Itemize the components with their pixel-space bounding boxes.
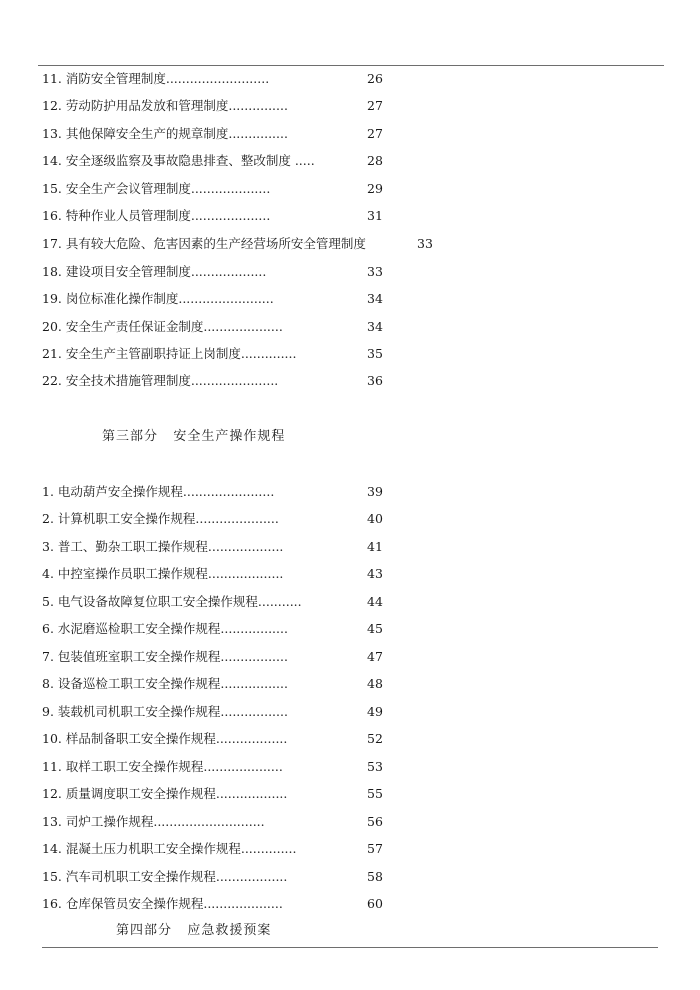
toc-entry[interactable]: [42, 784, 383, 804]
toc-entry-page: 33: [367, 264, 383, 279]
toc-entry[interactable]: [42, 482, 383, 502]
toc-entry[interactable]: [42, 674, 383, 694]
toc-entry[interactable]: [42, 262, 383, 282]
toc-entry[interactable]: [42, 69, 383, 89]
toc-entry[interactable]: [42, 757, 383, 777]
toc-entry-page: 34: [367, 319, 383, 334]
toc-entry[interactable]: [42, 151, 383, 171]
toc-entry-page: 29: [367, 181, 383, 196]
toc-entry-title: 5. 电气设备故障复位职工安全操作规程...........: [42, 594, 302, 609]
toc-entry[interactable]: [42, 729, 383, 749]
toc-entry-title: 17. 具有较大危险、危害因素的生产经营场所安全管理制度: [42, 236, 366, 251]
toc-entry-title: 12. 劳动防护用品发放和管理制度...............: [42, 98, 288, 113]
toc-entry[interactable]: [42, 592, 383, 612]
toc-entry-page: 31: [367, 208, 383, 223]
toc-entry-page: 28: [367, 153, 383, 168]
toc-entry-title: 14. 安全逐级监察及事故隐患排查、整改制度 .....: [42, 153, 315, 168]
toc-entry-page: 40: [367, 511, 383, 526]
toc-entry[interactable]: [42, 564, 383, 584]
toc-entry-title: 15. 安全生产会议管理制度....................: [42, 181, 271, 196]
toc-entry-page: 55: [367, 786, 383, 801]
toc-entry[interactable]: [42, 206, 383, 226]
toc-entry-title: 2. 计算机职工安全操作规程.....................: [42, 511, 279, 526]
toc-entry-title: 1. 电动葫芦安全操作规程.......................: [42, 484, 275, 499]
toc-entry[interactable]: [42, 344, 383, 364]
toc-entry-title: 16. 仓库保管员安全操作规程....................: [42, 896, 283, 911]
toc-entry[interactable]: [42, 702, 383, 722]
toc-entry-page: 27: [367, 98, 383, 113]
toc-entry-title: 3. 普工、勤杂工职工操作规程...................: [42, 539, 284, 554]
toc-entry[interactable]: [42, 839, 383, 859]
toc-entry-page: 26: [367, 71, 383, 86]
toc-entry-page: 58: [367, 869, 383, 884]
toc-entry-page: 49: [367, 704, 383, 719]
toc-entry-page: 57: [367, 841, 383, 856]
toc-entry[interactable]: [42, 537, 383, 557]
toc-entry-title: 12. 质量调度职工安全操作规程..................: [42, 786, 288, 801]
toc-entry-title: 15. 汽车司机职工安全操作规程..................: [42, 869, 288, 884]
toc-entry-page: 56: [367, 814, 383, 829]
toc-entry[interactable]: [42, 894, 383, 914]
toc-entry-page: 33: [417, 236, 433, 251]
toc-entry[interactable]: [42, 647, 383, 667]
toc-entry-title: 13. 其他保障安全生产的规章制度...............: [42, 126, 288, 141]
toc-entry-page: 36: [367, 373, 383, 388]
toc-entry-title: 20. 安全生产责任保证金制度....................: [42, 319, 283, 334]
toc-entry-page: 34: [367, 291, 383, 306]
toc-entry-page: 48: [367, 676, 383, 691]
toc-entry-title: 16. 特种作业人员管理制度....................: [42, 208, 271, 223]
toc-entry-title: 6. 水泥磨巡检职工安全操作规程.................: [42, 621, 288, 636]
toc-entry-page: 47: [367, 649, 383, 664]
toc-entry-title: 11. 取样工职工安全操作规程....................: [42, 759, 283, 774]
toc-entry[interactable]: [42, 867, 383, 887]
toc-entry[interactable]: [42, 317, 383, 337]
toc-entry-page: 60: [367, 896, 383, 911]
toc-entry-title: 9. 装载机司机职工安全操作规程.................: [42, 704, 288, 719]
toc-entry-page: 27: [367, 126, 383, 141]
toc-entry-title: 7. 包装值班室职工安全操作规程.................: [42, 649, 288, 664]
toc-entry[interactable]: [42, 179, 383, 199]
toc-entry-title: 10. 样品制备职工安全操作规程..................: [42, 731, 288, 746]
toc-entry-page: 45: [367, 621, 383, 636]
toc-entry-page: 52: [367, 731, 383, 746]
toc-entry-title: 18. 建设项目安全管理制度...................: [42, 264, 267, 279]
toc-entry-page: 35: [367, 346, 383, 361]
toc-entry[interactable]: [42, 289, 383, 309]
toc-entry-page: 44: [367, 594, 383, 609]
toc-entry[interactable]: [42, 371, 383, 391]
bottom-rule: [42, 947, 658, 948]
toc-entry-page: 53: [367, 759, 383, 774]
top-rule: [38, 65, 664, 66]
toc-entry-page: 39: [367, 484, 383, 499]
toc-entry-page: 41: [367, 539, 383, 554]
toc-entry-title: 19. 岗位标准化操作制度........................: [42, 291, 274, 306]
toc-entry[interactable]: [42, 96, 383, 116]
toc-entry-title: 21. 安全生产主管副职持证上岗制度..............: [42, 346, 297, 361]
toc-entry-title: 13. 司炉工操作规程............................: [42, 814, 265, 829]
part4-heading: 第四部分 应急救援预案: [116, 923, 272, 938]
toc-entry-title: 14. 混凝土压力机职工安全操作规程..............: [42, 841, 297, 856]
toc-entry-title: 8. 设备巡检工职工安全操作规程.................: [42, 676, 288, 691]
toc-entry[interactable]: [42, 812, 383, 832]
toc-entry-page: 43: [367, 566, 383, 581]
toc-entry-title: 11. 消防安全管理制度..........................: [42, 71, 270, 86]
toc-entry[interactable]: [42, 619, 383, 639]
toc-entry-title: 4. 中控室操作员职工操作规程...................: [42, 566, 284, 581]
part3-heading: 第三部分 安全生产操作规程: [102, 429, 286, 444]
toc-entry[interactable]: [42, 234, 433, 254]
toc-entry[interactable]: [42, 124, 383, 144]
toc-entry-title: 22. 安全技术措施管理制度......................: [42, 373, 279, 388]
toc-entry[interactable]: [42, 509, 383, 529]
